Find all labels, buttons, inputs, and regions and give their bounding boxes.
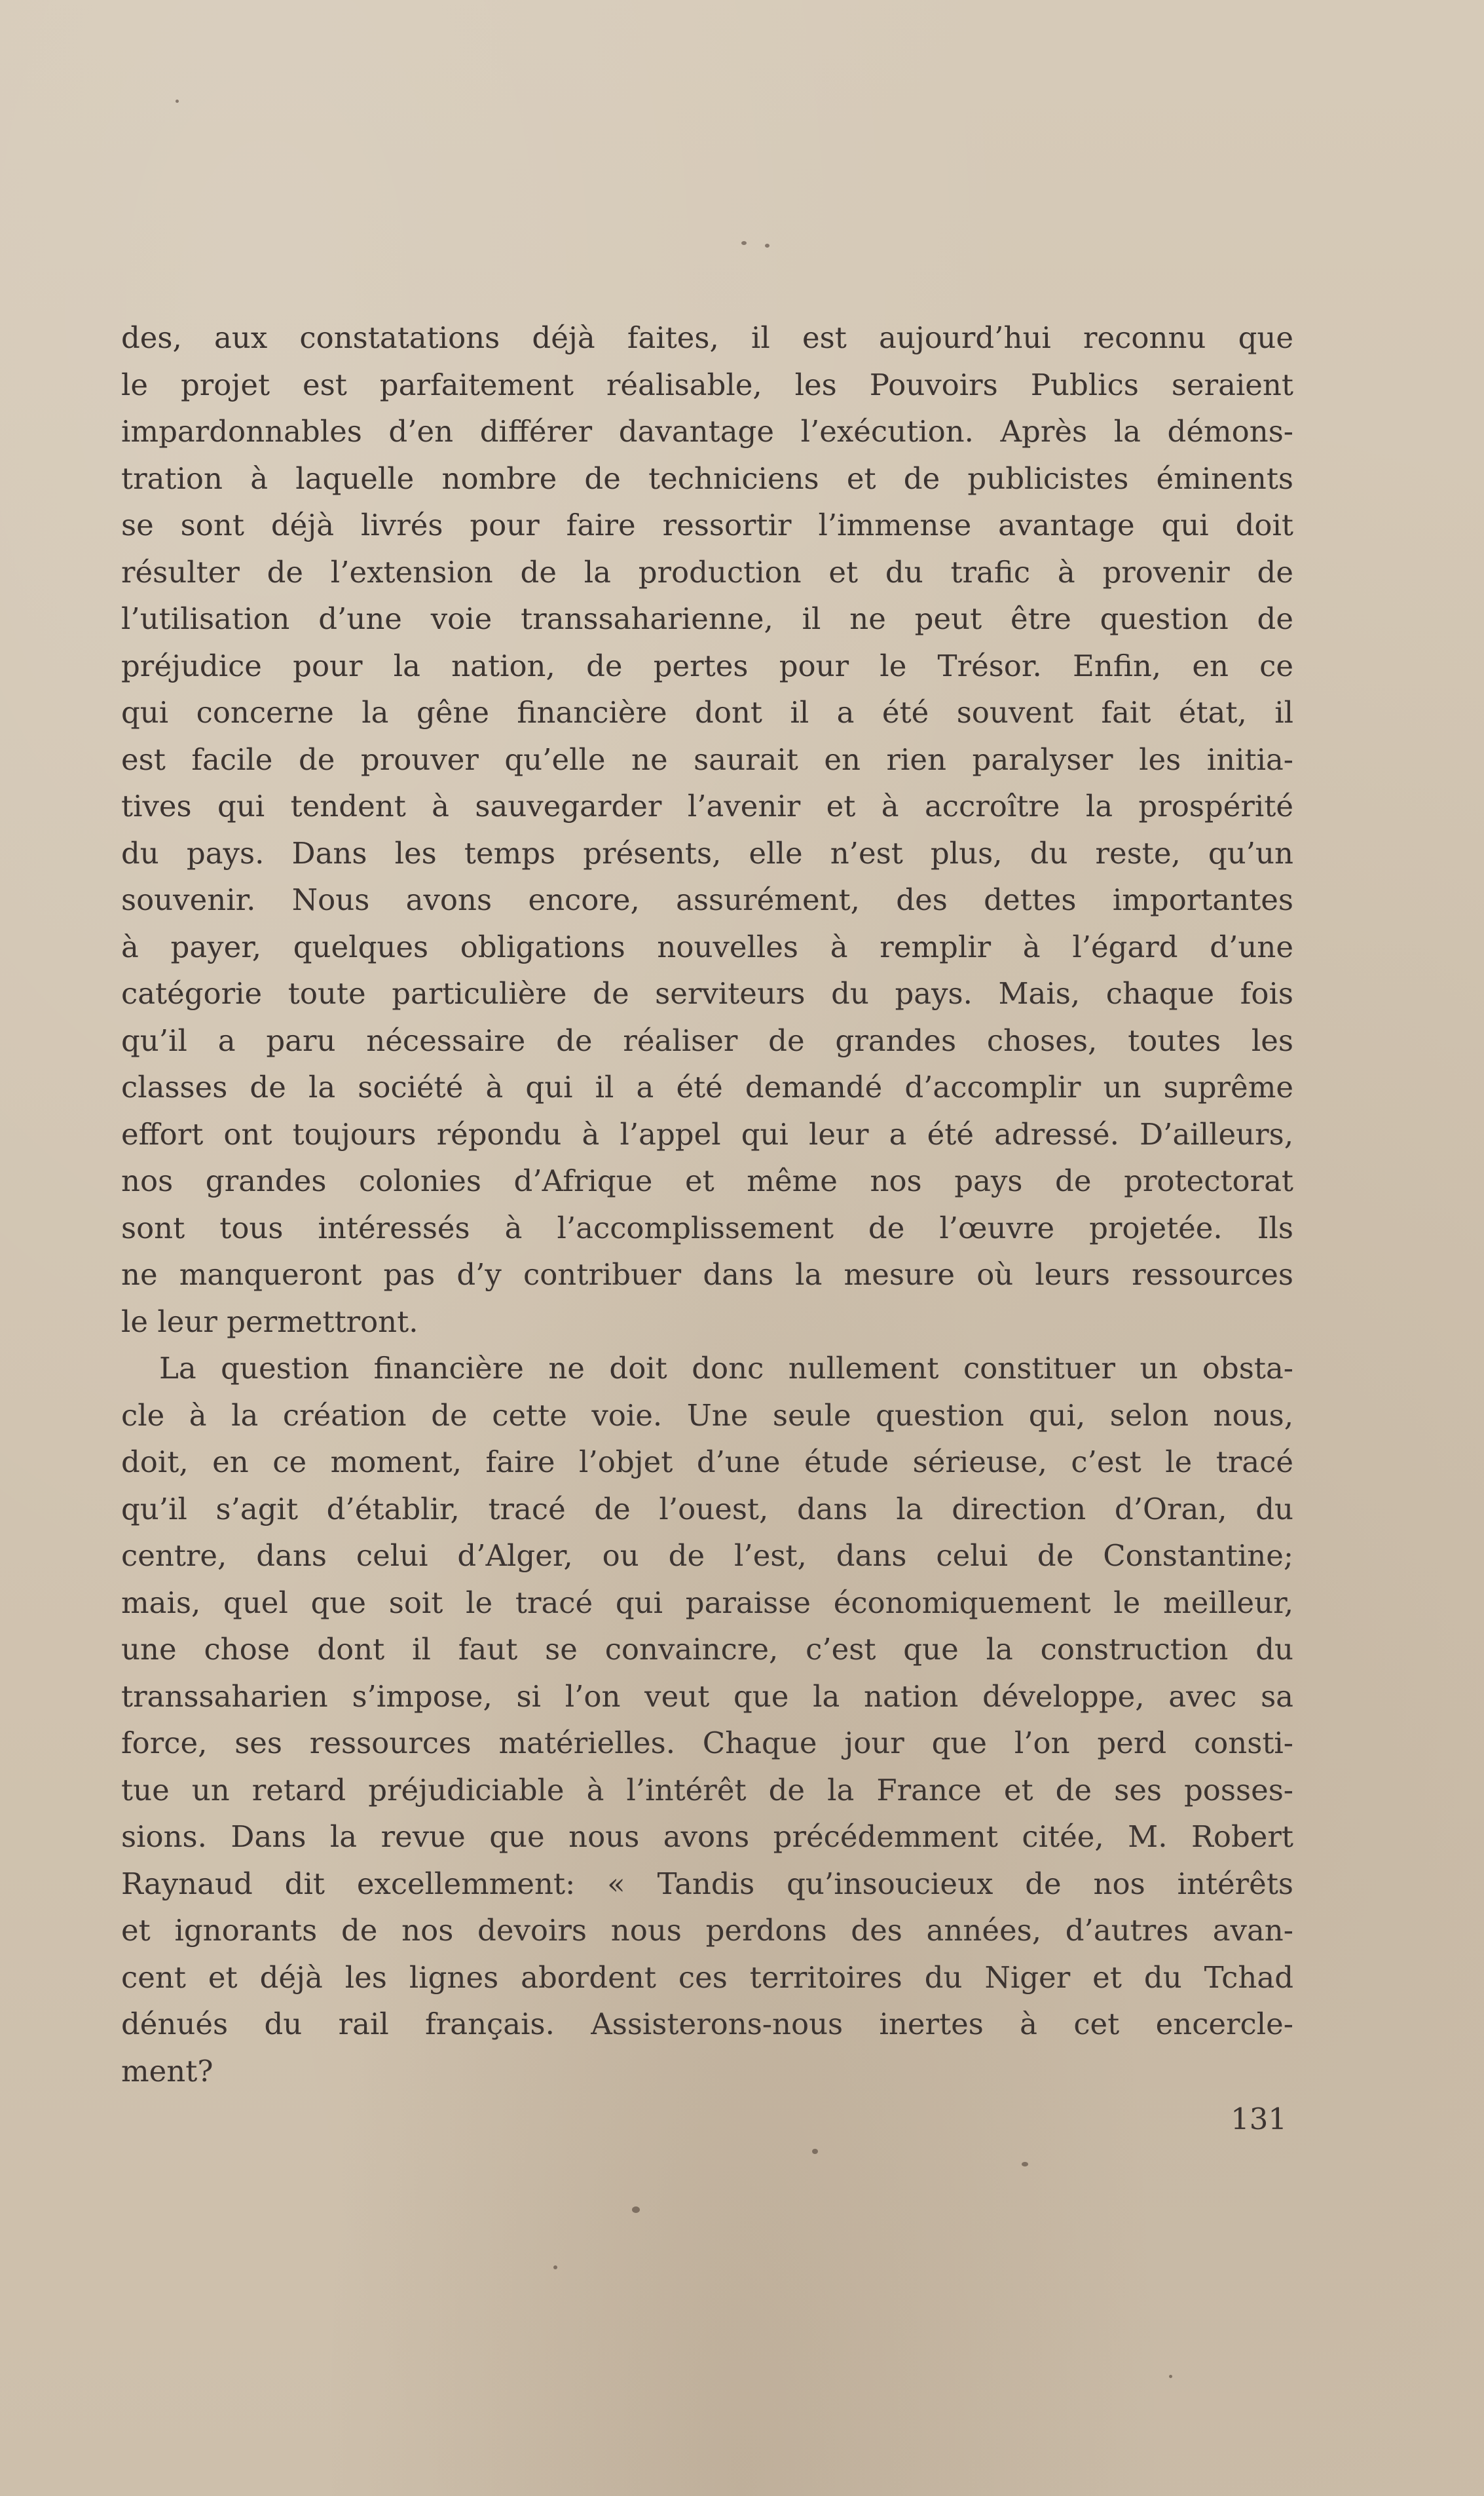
text-line: résulter de l’extension de la production et du trafic à provenir de — [121, 554, 1293, 590]
text-line: mais, quel que soit le tracé qui paraisse économiquement le meilleur, — [121, 1585, 1293, 1620]
paper-speck — [632, 2206, 640, 2213]
paper-speck — [1169, 2375, 1172, 2378]
text-line: dénués du rail français. Assisterons-nous inertes à cet encercle- — [121, 2007, 1293, 2041]
text-line: sont tous intéressés à l’accomplissement de l’œuvre projetée. Ils — [121, 1210, 1293, 1245]
text-line: catégorie toute particulière de serviteurs du pays. Mais, chaque fois — [121, 976, 1293, 1011]
text-line: une chose dont il faut se convaincre, c’est que la construction du — [121, 1632, 1293, 1667]
body-text — [121, 314, 1293, 2094]
text-line: effort ont toujours répondu à l’appel qui leur a été adressé. D’ailleurs, — [121, 1116, 1293, 1152]
page-number: 131 — [1231, 2102, 1287, 2136]
text-line: du pays. Dans les temps présents, elle n’est plus, du reste, qu’un — [121, 835, 1293, 871]
text-line: nos grandes colonies d’Afrique et même nos pays de protectorat — [121, 1163, 1293, 1198]
text-line: qu’il a paru nécessaire de réaliser de grandes choses, toutes les — [121, 1023, 1293, 1058]
paragraph-2 — [121, 1345, 1293, 2094]
paper-speck — [812, 2149, 818, 2154]
text-line: le projet est parfaitement réalisable, les Pouvoirs Publics seraient — [121, 367, 1293, 402]
text-line: des, aux constatations déjà faites, il est aujourd’hui reconnu que — [121, 320, 1293, 355]
text-line: transsaharien s’impose, si l’on veut que la nation développe, avec sa — [121, 1678, 1293, 1714]
paper-speck — [553, 2265, 557, 2269]
paper-speck — [176, 100, 179, 103]
paper-speck — [765, 244, 770, 248]
text-line: tration à laquelle nombre de techniciens et de publicistes éminents — [121, 461, 1293, 496]
text-line: La question financière ne doit donc nullement constituer un obsta- — [159, 1351, 1293, 1386]
text-line: force, ses ressources matérielles. Chaque jour que l’on perd consti- — [121, 1726, 1293, 1760]
paper-speck — [1022, 2162, 1028, 2166]
text-line: ne manqueront pas d’y contribuer dans la mesure où leurs ressources — [121, 1257, 1293, 1292]
text-line: l’utilisation d’une voie transsaharienne, il ne peut être question de — [121, 601, 1293, 636]
text-line: et ignorants de nos devoirs nous perdons des années, d’autres avan- — [121, 1913, 1293, 1948]
text-line: tue un retard préjudiciable à l’intérêt de la France et de ses posses- — [121, 1772, 1293, 1807]
text-line: Raynaud dit excellemment: « Tandis qu’insoucieux de nos intérêts — [121, 1866, 1293, 1901]
text-line: centre, dans celui d’Alger, ou de l’est, dans celui de Constantine; — [121, 1538, 1293, 1573]
text-line: tives qui tendent à sauvegarder l’avenir et à accroître la prospérité — [121, 789, 1293, 823]
paper-speck — [741, 241, 747, 245]
text-line: classes de la société à qui il a été demandé d’accomplir un suprême — [121, 1070, 1293, 1105]
text-line: doit, en ce moment, faire l’objet d’une étude sérieuse, c’est le tracé — [121, 1445, 1293, 1479]
text-line: cent et déjà les lignes abordent ces territoires du Niger et du Tchad — [121, 1959, 1293, 1995]
text-line: le leur permettront. — [121, 1304, 418, 1339]
text-line: se sont déjà livrés pour faire ressortir l’immense avantage qui doit — [121, 508, 1293, 542]
text-line: est facile de prouver qu’elle ne saurait en rien paralyser les initia- — [121, 742, 1293, 777]
text-line: préjudice pour la nation, de pertes pour le Trésor. Enfin, en ce — [121, 648, 1293, 683]
text-line: souvenir. Nous avons encore, assurément, des dettes importantes — [121, 882, 1293, 917]
text-line: ment? — [121, 2053, 213, 2089]
text-line: à payer, quelques obligations nouvelles à remplir à l’égard d’une — [121, 929, 1293, 964]
text-line: sions. Dans la revue que nous avons précédemment citée, M. Robert — [121, 1819, 1293, 1854]
text-line: cle à la création de cette voie. Une seule question qui, selon nous, — [121, 1397, 1293, 1433]
text-line: qu’il s’agit d’établir, tracé de l’ouest, dans la direction d’Oran, du — [121, 1491, 1293, 1526]
text-line: impardonnables d’en différer davantage l’exécution. Après la démons- — [121, 414, 1293, 449]
paragraph-1 — [121, 314, 1293, 1345]
text-line: qui concerne la gêne financière dont il a été souvent fait état, il — [121, 695, 1293, 730]
